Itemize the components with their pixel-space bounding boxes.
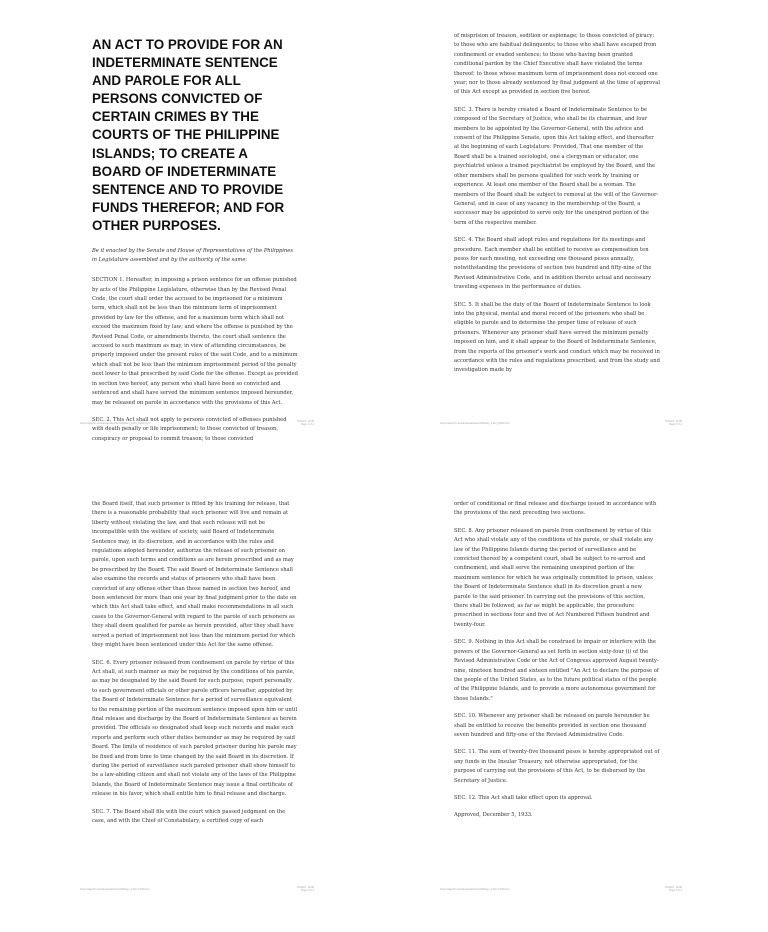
footer-page-number: Page 1 of 4 [300,423,314,427]
footer-date: 8/14/24, 10:38 [297,420,314,423]
page-footer [80,886,314,896]
approval-date: Approved, December 5, 1933. [454,812,533,819]
page-content [92,36,298,452]
footer-stamp [665,886,682,893]
page-footer [440,420,682,430]
footer-url: https://lawphil.net/statutes/acts/act1933/act_4103_1933.html [80,422,150,425]
section-10-paragraph: SEC. 10. Whenever any prisoner shall be released on parole hereunder he shall be entitled to receive the benefits provided in section one thousand seven hundred and fifty-one of the Revised Administrative Code. [454,713,650,738]
document-page-3 [0,466,384,932]
footer-date: 8/14/24, 10:38 [665,420,682,423]
section-7-paragraph: SEC. 7. The Board shall file with the court which passed judgment on the case, and with the Chief of Constabulary, a certified copy of each [92,808,286,824]
enacting-clause: Be it enacted by the Senate and House of Representatives of the Philippines in Legislature assembled and by the authority of the same: [92,248,293,263]
footer-page-number: Page 3 of 4 [300,889,314,893]
footer-stamp [297,886,314,893]
page-content [454,32,660,384]
section-7-continued-paragraph: order of conditional or final release and discharge issued in accordance with the provisions of the next preceding two sections. [454,501,657,517]
section-3-paragraph: SEC. 3. There is hereby created a Board of Indeterminate Sentence to be composed of the Secretary of Justice, who shall be its chairman, and four members to be appointed by the Governor-General, with the advice and consent of the Philippine Senate, upon this Act taking effect, and thereafter at the beginning of each Legislature: Provided, That one member of the Board shall be a trained sociologist, one a clergyman or educator, one psychiatrist unless a trained psychiatrist be employed by the Board, and the other members shall be persons qualified for such work by training or experience. At least one member of the Board shall be a woman. The members of the Board shall be subject to removal at the will of the Governor-General, and in case of any vacancy in the membership of the Board, a successor may be appointed to serve only for the unexpired portion of the term of the respective member. [454,106,659,226]
page-footer [80,420,314,430]
document-page-4 [384,466,768,932]
section-12-paragraph: SEC. 12. This Act shall take effect upon its approval. [454,794,593,801]
page-footer [440,886,682,896]
section-4-paragraph: SEC. 4. The Board shall adopt rules and regulations for its meetings and procedure. Each member shall be entitled to receive as compensation ten pesos for each meeting, not exceeding one thousand pesos annually, notwithstanding the provisions of section two hundred and fifty-nine of the Revised Administrative Code, and in addition thereto actual and necessary traveling expenses in the performance of duties. [454,237,652,291]
section-2-paragraph: SEC. 2. This Act shall not apply to persons convicted of offenses punished with death penalty or life imprisonment; to those convicted of treason, conspiracy or proposal to commit treason; to those convicted [92,416,287,442]
footer-stamp [665,420,682,427]
footer-url: https://lawphil.net/statutes/acts/act1933/act_4103_1933.html [440,422,510,425]
page-content [92,500,298,834]
footer-page-number: Page 4 of 4 [668,889,682,893]
footer-date: 8/14/24, 10:38 [665,886,682,889]
footer-stamp [297,420,314,427]
page-content [454,500,660,829]
footer-url: https://lawphil.net/statutes/acts/act1933/act_4103_1933.html [440,888,510,891]
footer-page-number: Page 2 of 4 [668,423,682,427]
section-5-paragraph: SEC. 5. It shall be the duty of the Board of Indeterminate Sentence to look into the physical, mental and moral record of the prisoners who shall be eligible to parole and to determine the proper time of release of such prisoners. Whenever any prisoner shall have served the minimum penalty imposed on him, and it shall appear to the Board of Indeterminate Sentence, from the reports of the prisoner's work and conduct which may be received in accordance with the rules and regulations prescribed, and from the study and investigation made by [454,301,660,374]
footer-date: 8/14/24, 10:38 [297,886,314,889]
section-6-paragraph: SEC. 6. Every prisoner released from confinement on parole by virtue of this Act shall, at such manner as may be required by the conditions of his parole, as may be designated by the said Board for such purpose, report personally to such government officials or other parole officers hereafter, appointed by the Board of Indeterminate Sentence for a period of surveillance equivalent to the remaining portion of the maximum sentence imposed upon him or until final release and discharge by the Board of Indeterminate Sentence as herein provided. The officials so designated shall keep such records and make such reports and perform such other duties hereunder as may be required by said Board. The limits of residence of such paroled prisoner during his parole may be fixed and from time to time changed by the said Board in its discretion. If during the period of surveillance such paroled prisoner shall show himself to be a law-abiding citizen and shall not violate any of the laws of the Philippine Islands, the Board of Indeterminate Sentence may issue a final certificate of release in his favor, which shall entitle him to final release and discharge. [92,659,298,798]
section-8-paragraph: SEC. 8. Any prisoner released on parole from confinement by virtue of this Act who shall violate any of the conditions of his parole, or shall violate any law of the Philippine Islands during the period of surveillance and be convicted thereof by a competent court, shall be subject to re-arrest and confinement, and shall serve the remaining unexpired portion of the maximum sentence for which he was originally committed to prison, unless the Board of Indeterminate Sentence shall in its discretion grant a new parole to the said prisoner. In carrying out the provisions of this section, there shall be followed, as far as might be applicable, the procedure prescribed in sections four and five of Act Numbered Fifteen hundred and twenty-four. [454,527,653,628]
act-title: AN ACT TO PROVIDE FOR AN INDETERMINATE SENTENCE AND PAROLE FOR ALL PERSONS CONVICTED OF CERTAIN CRIMES BY THE COURTS OF THE PHILIPPINE ISLANDS; TO CREATE A BOARD OF INDETERMINATE SENTENCE AND TO PROVIDE FUNDS THEREFOR; AND FOR OTHER PURPOSES. [92,37,285,233]
section-9-paragraph: SEC. 9. Nothing in this Act shall be construed to impair or interfere with the powers of the Governor-General as set forth in section sixty-four (i) of the Revised Administrative Code or the Act of Congress approved August twenty-nine, nineteen hundred and sixteen entitled "An Act to declare the purpose of the people of the United States, as to the future political status of the people of the Philippine Islands, and to provide a more autonomous government for those Islands." [454,639,659,702]
document-page-2 [384,0,768,466]
footer-url: https://lawphil.net/statutes/acts/act1933/act_4103_1933.html [80,888,150,891]
document-page-1 [0,0,384,466]
section-1-paragraph: SECTION 1. Hereafter, in imposing a prison sentence for an offense punished by acts of the Philippine Legislature, otherwise than by the Revised Penal Code, the court shall order the accused to be imprisoned for a minimum term, which shall not be less than the minimum term of imprisonment provided by law for the offense, and for a maximum term which shall not exceed the maximum fixed by law; and where the offense is punished by the Revised Penal Code, or amendments thereto, the court shall sentence the accused to such maximum as may, in view of attending circumstances, be properly imposed under the present rules of the said Code, and to a minimum which shall not be less than the minimum imprisonment period of the penalty next lower to that prescribed by said Code for the offense. Except as provided in section two hereof, any person who shall have been so convicted and sentenced and shall have served the minimum sentence imposed hereunder, may be released on parole in accordance with the provisions of this Act. [92,277,298,406]
section-11-paragraph: SEC. 11. The sum of twenty-five thousand pesos is hereby appropriated out of any funds in the Insular Treasury, not otherwise appropriated, for the purpose of carrying out the provisions of this Act, to be disbursed by the Secretary of Justice. [454,749,660,784]
section-2-continued-paragraph: of misprision of treason, sedition or espionage; to those convicted of piracy; to those who are habitual delinquents; to those who shall have escaped from confinement or evaded sentence; to those who having been granted conditional pardon by the Chief Executive shall have violated the terms thereof; to those whose maximum term of imprisonment does not exceed one year; nor to those already sentenced by final judgment at the time of approval of this Act except as provided in section five hereof. [454,33,660,96]
section-5-continued-paragraph: the Board itself, that such prisoner is fitted by his training for release, that there is a reasonable probability that such prisoner will live and remain at liberty without violating the law, and that such release will not be incompatible with the welfare of society, said Board of Indeterminate Sentence may, in its discretion, and in accordance with the rules and regulations adopted hereunder, authorize the release of such prisoner on parole, upon such terms and conditions as are herein prescribed and as may be prescribed by the Board. The said Board of Indeterminate Sentence shall also examine the records and status of prisoners who shall have been convicted of any offense other than those named in section two hereof, and been sentenced for more than one year by final judgment prior to the date on which this Act shall take effect, and shall make recommendations in all such cases to the Governor-General with regard to the parole of such prisoners as they shall deem qualified for parole as herein provided, after they shall have served a period of imprisonment not less than the minimum period for which they might have been sentenced under this Act for the same offense. [92,501,297,649]
